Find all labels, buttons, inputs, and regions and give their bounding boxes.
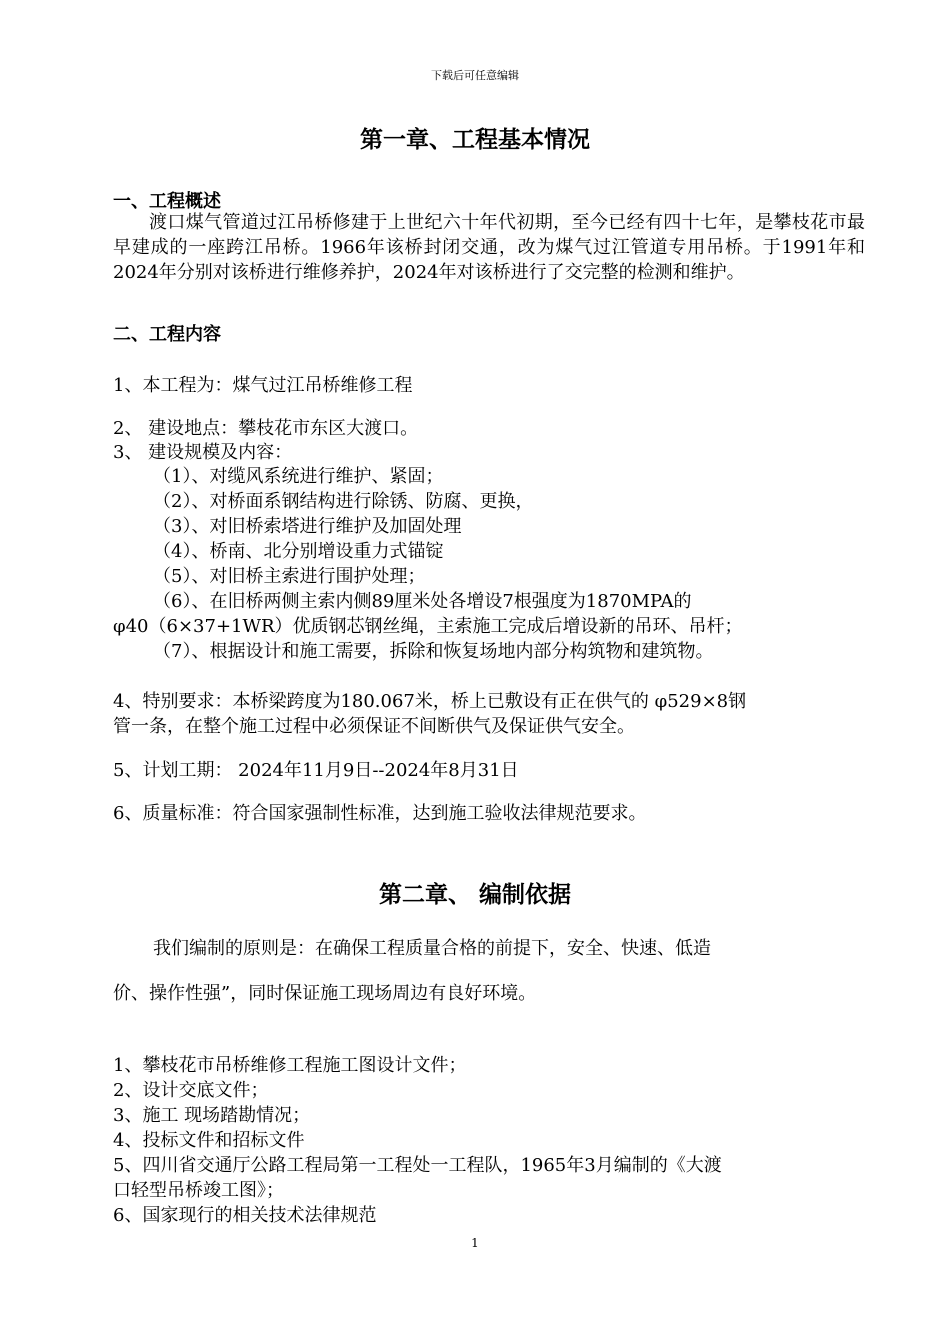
content-item-1: 1、本工程为：煤气过江吊桥维修工程 xyxy=(113,375,413,396)
basis-item: 3、施工 现场踏勘情况； xyxy=(113,1105,311,1126)
scope-item: （2）、对桥面系钢结构进行除锈、防腐、更换， xyxy=(153,491,534,512)
content-item-2: 2、 建设地点：攀枝花市东区大渡口。 xyxy=(113,418,419,439)
content-item-5: 5、计划工期： 2024年11月9日--2024年8月31日 xyxy=(113,760,519,781)
basis-item: 1、攀枝花市吊桥维修工程施工图设计文件； xyxy=(113,1055,467,1076)
scope-item: （5）、对旧桥主索进行围护处理； xyxy=(153,566,426,587)
scope-item: （3）、对旧桥索塔进行维护及加固处理 xyxy=(153,516,462,537)
basis-item: 2、设计交底文件； xyxy=(113,1080,269,1101)
section2-heading: 二、工程内容 xyxy=(113,324,221,345)
scope-item: （4）、桥南、北分别增设重力式锚锭 xyxy=(153,541,444,562)
scope-item: （7）、根据设计和施工需要，拆除和恢复场地内部分构筑物和建筑物。 xyxy=(153,641,714,662)
content-item-4-continued: 管一条，在整个施工过程中必须保证不间断供气及保证供气安全。 xyxy=(113,716,635,737)
chapter1-title: 第一章、工程基本情况 xyxy=(360,126,590,153)
basis-item: 4、投标文件和招标文件 xyxy=(113,1130,305,1151)
content-item-4: 4、特别要求：本桥梁跨度为180.067米，桥上已敷设有正在供气的 φ529×8钢 xyxy=(113,691,747,712)
scope-item-continued: φ40（6×37+1WR）优质钢芯钢丝绳，主索施工完成后增设新的吊环、吊杆； xyxy=(113,616,743,637)
basis-item-continued: 口轻型吊桥竣工图》； xyxy=(113,1180,284,1201)
chapter2-title: 第二章、 编制依据 xyxy=(378,881,571,908)
basis-intro-continued: 价、操作性强”，同时保证施工现场周边有良好环境。 xyxy=(113,983,537,1004)
section1-heading: 一、工程概述 xyxy=(113,191,221,212)
content-item-6: 6、质量标准：符合国家强制性标准，达到施工验收法律规范要求。 xyxy=(113,803,647,824)
page-number: 1 xyxy=(471,1236,479,1250)
section1-body: 渡口煤气管道过江吊桥修建于上世纪六十年代初期，至今已经有四十七年，是攀枝花市最早建成的一座跨江吊桥。1966年该桥封闭交通，改为煤气过江管道专用吊桥。于1991年和2024年分别对该桥进行维修养护，2024年对该桥进行了交完整的检测和维护。 xyxy=(113,212,865,283)
content-item-3: 3、 建设规模及内容： xyxy=(113,442,293,463)
scope-item: （1）、对缆风系统进行维护、紧固； xyxy=(153,466,444,487)
basis-item: 5、四川省交通厅公路工程局第一工程处一工程队，1965年3月编制的《大渡 xyxy=(113,1155,722,1176)
basis-item: 6、国家现行的相关技术法律规范 xyxy=(113,1205,377,1226)
basis-intro: 我们编制的原则是：在确保工程质量合格的前提下，安全、快速、低造 xyxy=(153,938,711,959)
page-header: 下载后可任意编辑 xyxy=(431,69,519,82)
scope-item: （6）、在旧桥两侧主索内侧89厘米处各增设7根强度为1870MPA的 xyxy=(153,591,692,612)
